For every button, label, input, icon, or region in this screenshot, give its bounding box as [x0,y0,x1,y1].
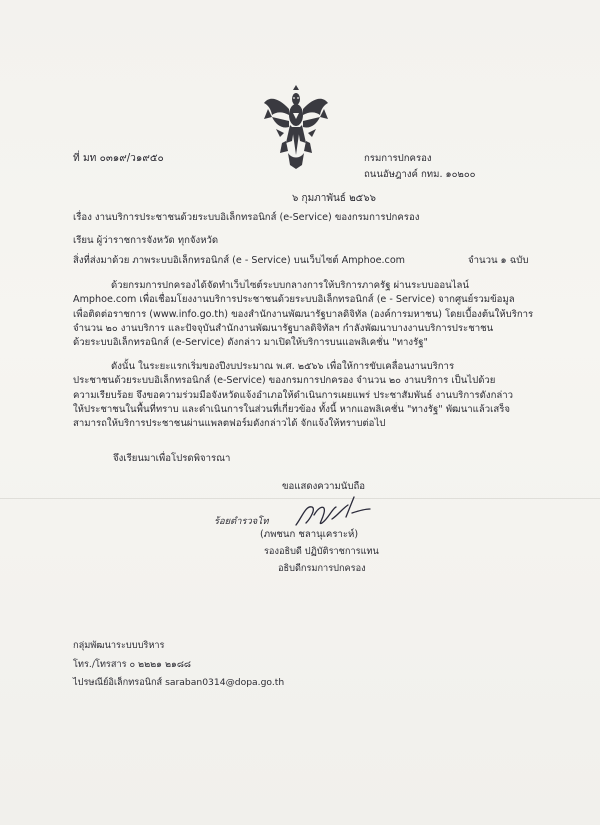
document-date: ๖ กุมภาพันธ์ ๒๕๖๖ [292,193,376,204]
paragraph-line: ให้ประชาชนในพื้นที่ทราบ และดำเนินการในส่วนที่เกี่ยวข้อง ทั้งนี้ หากแอพลิเคชั่น "ทางรัฐ" พัฒนาแล้วเสร็จ [73,403,511,415]
signer-position-2: อธิบดีกรมการปกครอง [278,563,366,574]
organization-address: ถนนอัษฎางค์ กทม. ๑๐๒๐๐ [364,169,476,180]
paragraph-line: จำนวน ๒๐ งานบริการ และปัจจุบันสำนักงานพัฒนารัฐบาลดิจิทัลฯ กำลังพัฒนาบางงานบริการประชาชน [73,322,494,334]
attachment-line: สิ่งที่ส่งมาด้วย ภาพระบบอิเล็กทรอนิกส์ (e - Service) บนเว็บไซต์ Amphoe.com [73,255,406,266]
paragraph-line: ประชาชนด้วยระบบอิเล็กทรอนิกส์ (e-Service) ของกรมการปกครอง จำนวน ๒๐ งานบริการ เป็นไปด้วย [73,375,496,387]
garuda-emblem-icon [262,85,330,169]
footer-email: ไปรษณีย์อิเล็กทรอนิกส์ saraban0314@dopa.go.th [73,677,285,688]
closing-request: จึงเรียนมาเพื่อโปรดพิจารณา [113,453,231,464]
signer-position-1: รองอธิบดี ปฏิบัติราชการแทน [264,546,379,557]
paragraph-line: ด้วยระบบอิเล็กทรอนิกส์ (e-Service) ดังกล่าว มาเปิดให้บริการบนแอพลิเคชั่น "ทางรัฐ" [73,337,428,349]
paragraph-line: ความเรียบร้อย จึงขอความร่วมมือจังหวัดแจ้งอำเภอให้ดำเนินการเผยแพร่ ประชาสัมพันธ์ งานบริการดังกล่าว [73,389,514,401]
organization-name: กรมการปกครอง [364,153,432,164]
body-paragraph-1 [73,279,533,350]
footer-division: กลุ่มพัฒนาระบบบริหาร [73,640,165,651]
body-paragraph-2 [73,360,533,431]
attachment-count: จำนวน ๑ ฉบับ [468,255,529,266]
signer-name: (ภพชนก ชลานุเคราะห์) [260,529,359,540]
paragraph-line: Amphoe.com เพื่อเชื่อมโยงงานบริการประชาชนด้วยระบบอิเล็กทรอนิกส์ (e - Service) จากศูนย์รวมข้อมูล [73,294,515,306]
paragraph-line: ด้วยกรมการปกครองได้จัดทำเว็บไซต์ระบบกลางการให้บริการภาครัฐ ผ่านระบบออนไลน์ [111,280,469,291]
footer-phone: โทร./โทรสาร ๐ ๒๒๒๑ ๒๑๘๘ [73,659,192,670]
paragraph-line: เพื่อติดต่อราชการ (www.info.go.th) ของสำนักงานพัฒนารัฐบาลดิจิทัล (องค์การมหาชน) โดยเบื้องต้นให้บริการ [73,308,534,320]
recipient-line: เรียน ผู้ว่าราชการจังหวัด ทุกจังหวัด [73,235,219,246]
subject-line: เรื่อง งานบริการประชาชนด้วยระบบอิเล็กทรอนิกส์ (e-Service) ของกรมการปกครอง [73,212,420,223]
handwritten-rank: ร้อยตำรวจโท [214,516,269,527]
paragraph-line: สามารถให้บริการประชาชนผ่านแพลตฟอร์มดังกล่าวได้ จักแจ้งให้ทราบต่อไป [73,418,386,430]
document-number: ที่ มท ๐๓๑๙/ว๑๙๕๐ [73,153,164,164]
salutation: ขอแสดงความนับถือ [282,481,366,492]
paragraph-line: ดังนั้น ในระยะแรกเริ่มของปีงบประมาณ พ.ศ. ๒๕๖๖ เพื่อให้การขับเคลื่อนงานบริการ [111,361,455,372]
